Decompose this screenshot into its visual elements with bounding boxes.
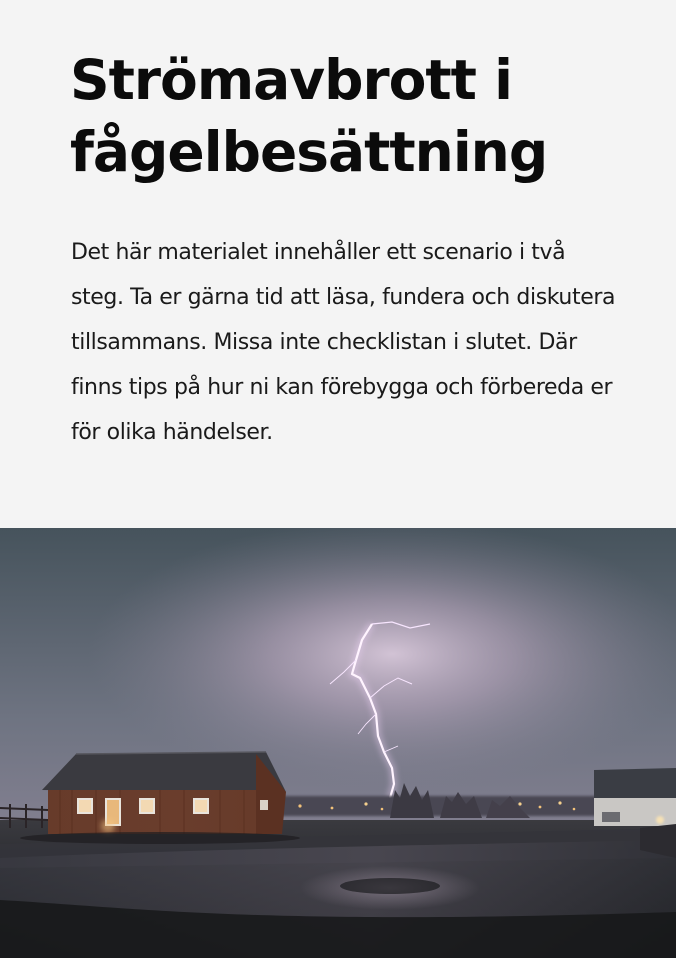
hero-illustration (0, 528, 676, 958)
title-line-1: Strömavbrott i (70, 48, 512, 112)
title-line-2: fågelbesättning (70, 120, 548, 184)
intro-paragraph: Det här materialet innehåller ett scenario i två steg. Ta er gärna tid att läsa, fundera och diskutera tillsammans. Missa inte checklistan i slutet. Där finns tips på hur ni kan förebygga och förbereda er för olika händelser. (71, 240, 616, 445)
hero-image-lightning-farm (0, 528, 676, 958)
page-title (70, 44, 660, 188)
